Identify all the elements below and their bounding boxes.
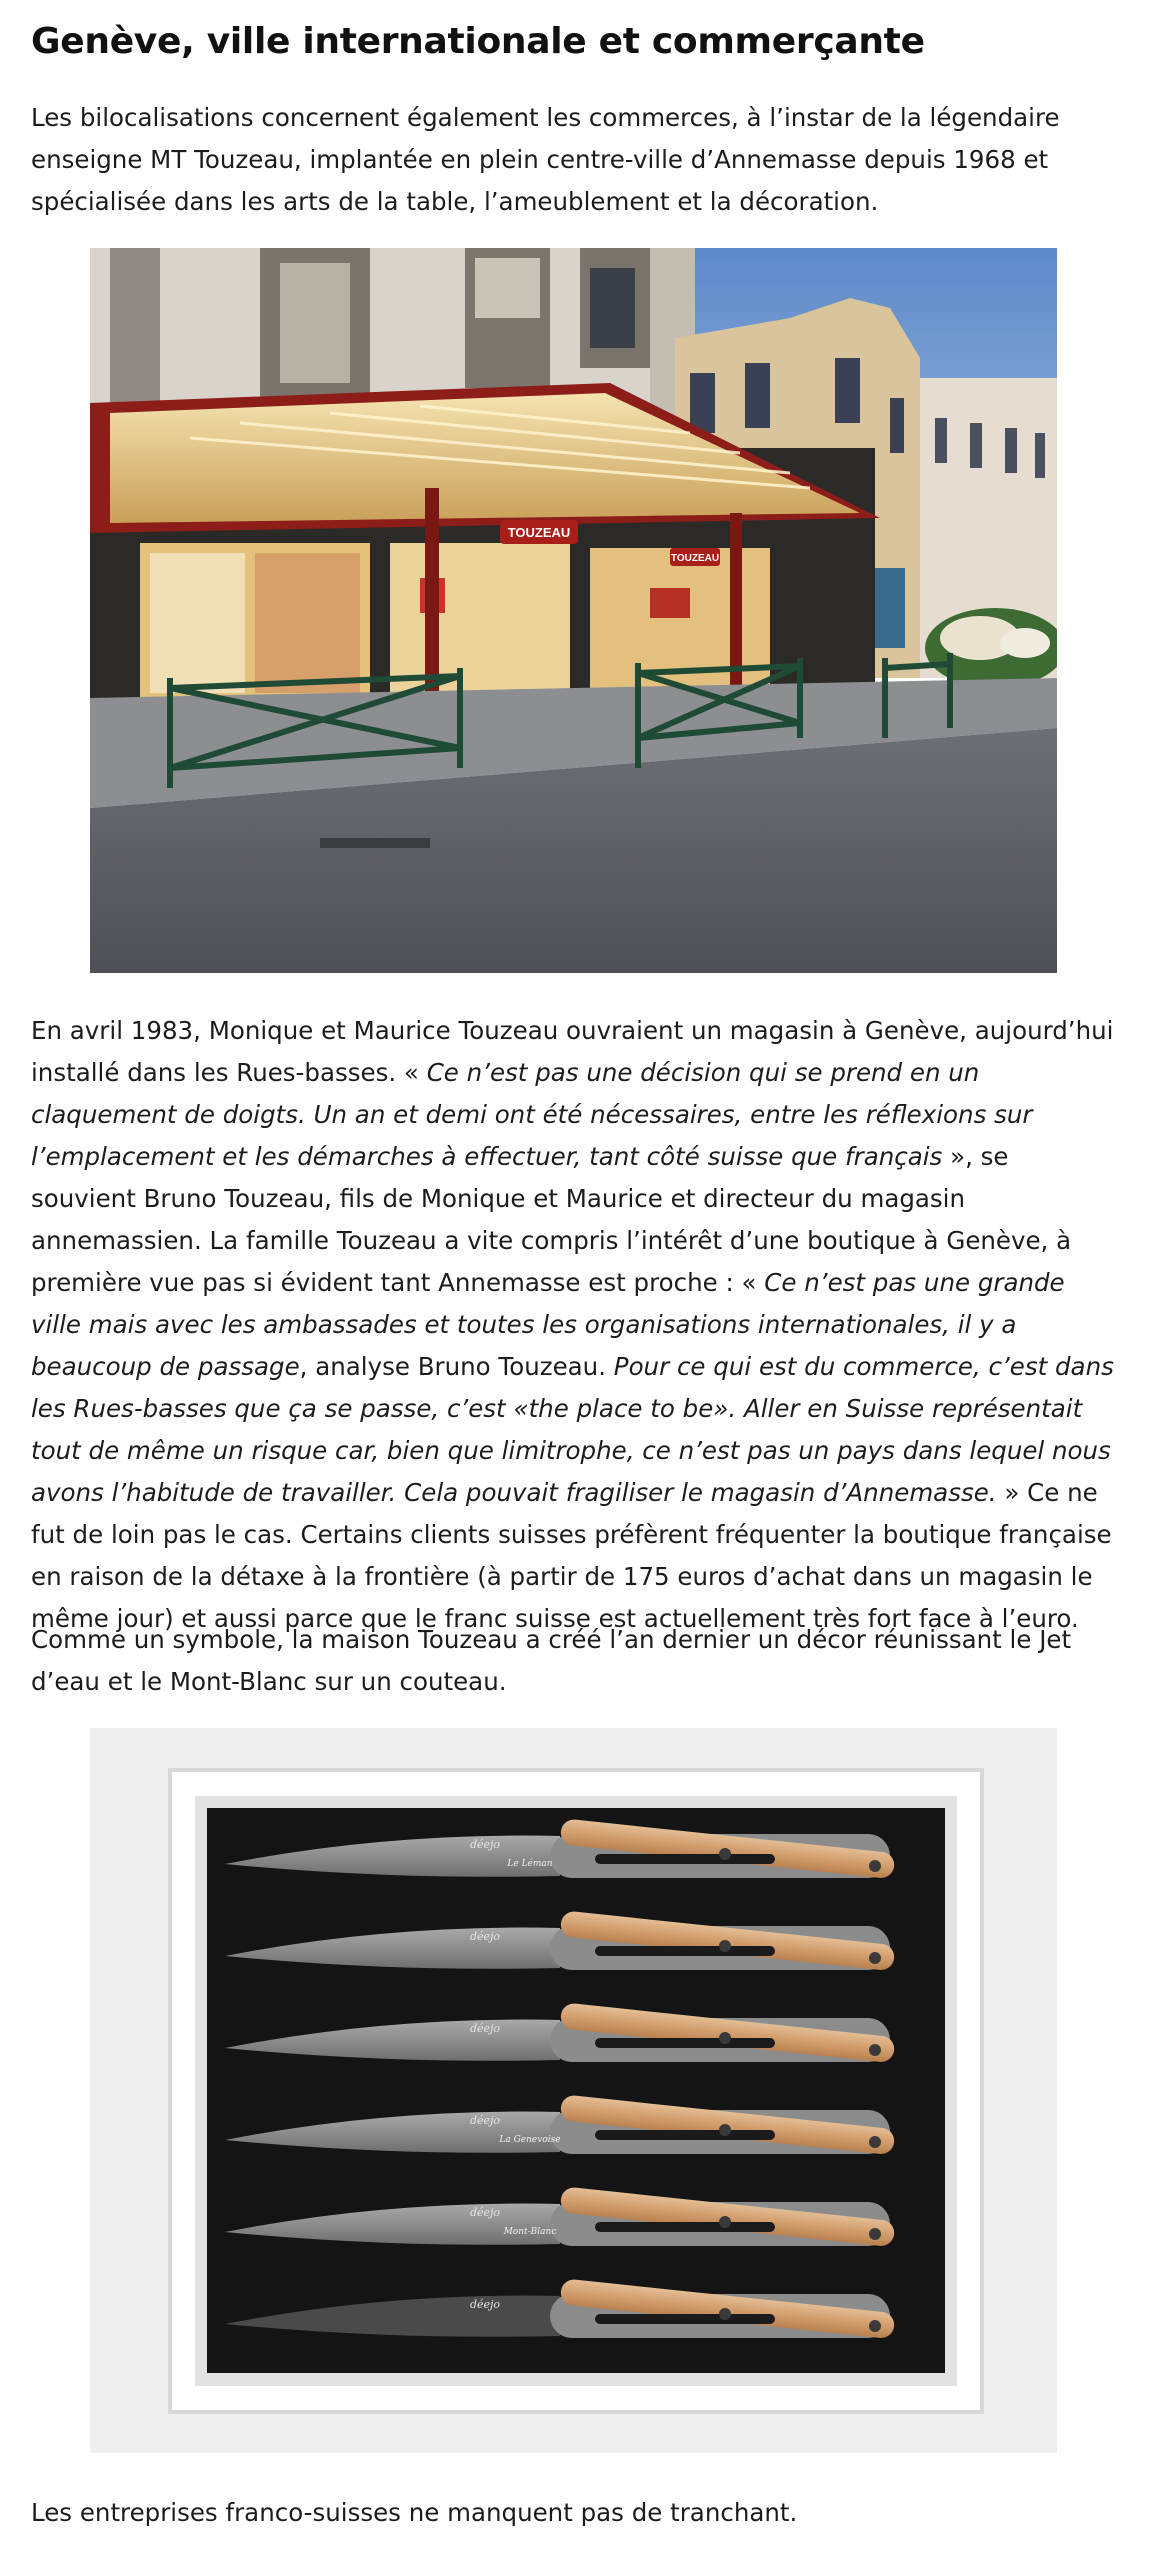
knives-photo <box>90 1728 1057 2453</box>
knife-engraving: Mont-Blanc <box>503 2227 557 2237</box>
shop-sign-2: TOUZEAU <box>670 553 720 564</box>
knife-brand: déejo <box>469 2298 501 2311</box>
knife-brand: déejo <box>469 1838 501 1851</box>
closing-paragraph: Les entreprises franco-suisses ne manquent pas de tranchant. <box>31 2498 798 2527</box>
knife-brand: déejo <box>469 2114 501 2127</box>
knife-brand: déejo <box>469 1930 501 1943</box>
history-text-4: » Ce ne fut de loin pas le cas. Certains clients suisses préfèrent fréquenter la boutique française en raison de la détaxe à la frontière (à partir de 175 euros d’achat dans un magasin le même jour) et aussi parce que le franc suisse est actuellement très fort face à l’euro. <box>31 1478 1112 1633</box>
history-quote-1: Ce n’est pas une décision qui se prend en un claquement de doigts. Un an et demi ont été nécessaires, entre les réflexions sur l’emplacement et les démarches à effectuer, tant côté suisse que français <box>31 1058 1033 1171</box>
shop-photo <box>90 248 1057 973</box>
shop-sign-1: TOUZEAU <box>507 525 571 540</box>
symbol-paragraph: Comme un symbole, la maison Touzeau a créé l’an dernier un décor réunissant le Jet d’eau et le Mont-Blanc sur un couteau. <box>31 1625 1072 1696</box>
history-paragraph <box>31 1010 1121 1640</box>
article-title: Genève, ville internationale et commerçante <box>31 21 925 62</box>
history-text-1: En avril 1983, Monique et Maurice Touzeau ouvraient un magasin à Genève, aujourd’hui installé dans les Rues-basses. « <box>31 1016 1114 1087</box>
knife-brand: déejo <box>469 2206 501 2219</box>
knife-engraving: La Genevoise <box>499 2135 561 2145</box>
history-text-3: , analyse Bruno Touzeau. <box>299 1352 614 1381</box>
knife-engraving: Le Léman <box>507 1859 553 1869</box>
history-text-2: », se souvient Bruno Touzeau, fils de Monique et Maurice et directeur du magasin annemassien. La famille Touzeau a vite compris l’intérêt d’une boutique à Genève, à première vue pas si évident tant Annemasse est proche : « <box>31 1142 1072 1297</box>
knife-brand: déejo <box>469 2022 501 2035</box>
history-quote-2: Ce n’est pas une grande ville mais avec les ambassades et toutes les organisations internationales, il y a beaucoup de passage <box>31 1268 1065 1381</box>
intro-paragraph: Les bilocalisations concernent également les commerces, à l’instar de la légendaire enseigne MT Touzeau, implantée en plein centre-ville d’Annemasse depuis 1968 et spécialisée dans les arts de la table, l’ameublement et la décoration. <box>31 103 1060 216</box>
history-quote-3: Pour ce qui est du commerce, c’est dans les Rues-basses que ça se passe, c’est «the place to be». Aller en Suisse représentait tout de même un risque car, bien que limitrophe, ce n’est pas un pays dans lequel nous avons l’habitude de travailler. Cela pouvait fragiliser le magasin d’Annemasse. <box>31 1352 1114 1507</box>
